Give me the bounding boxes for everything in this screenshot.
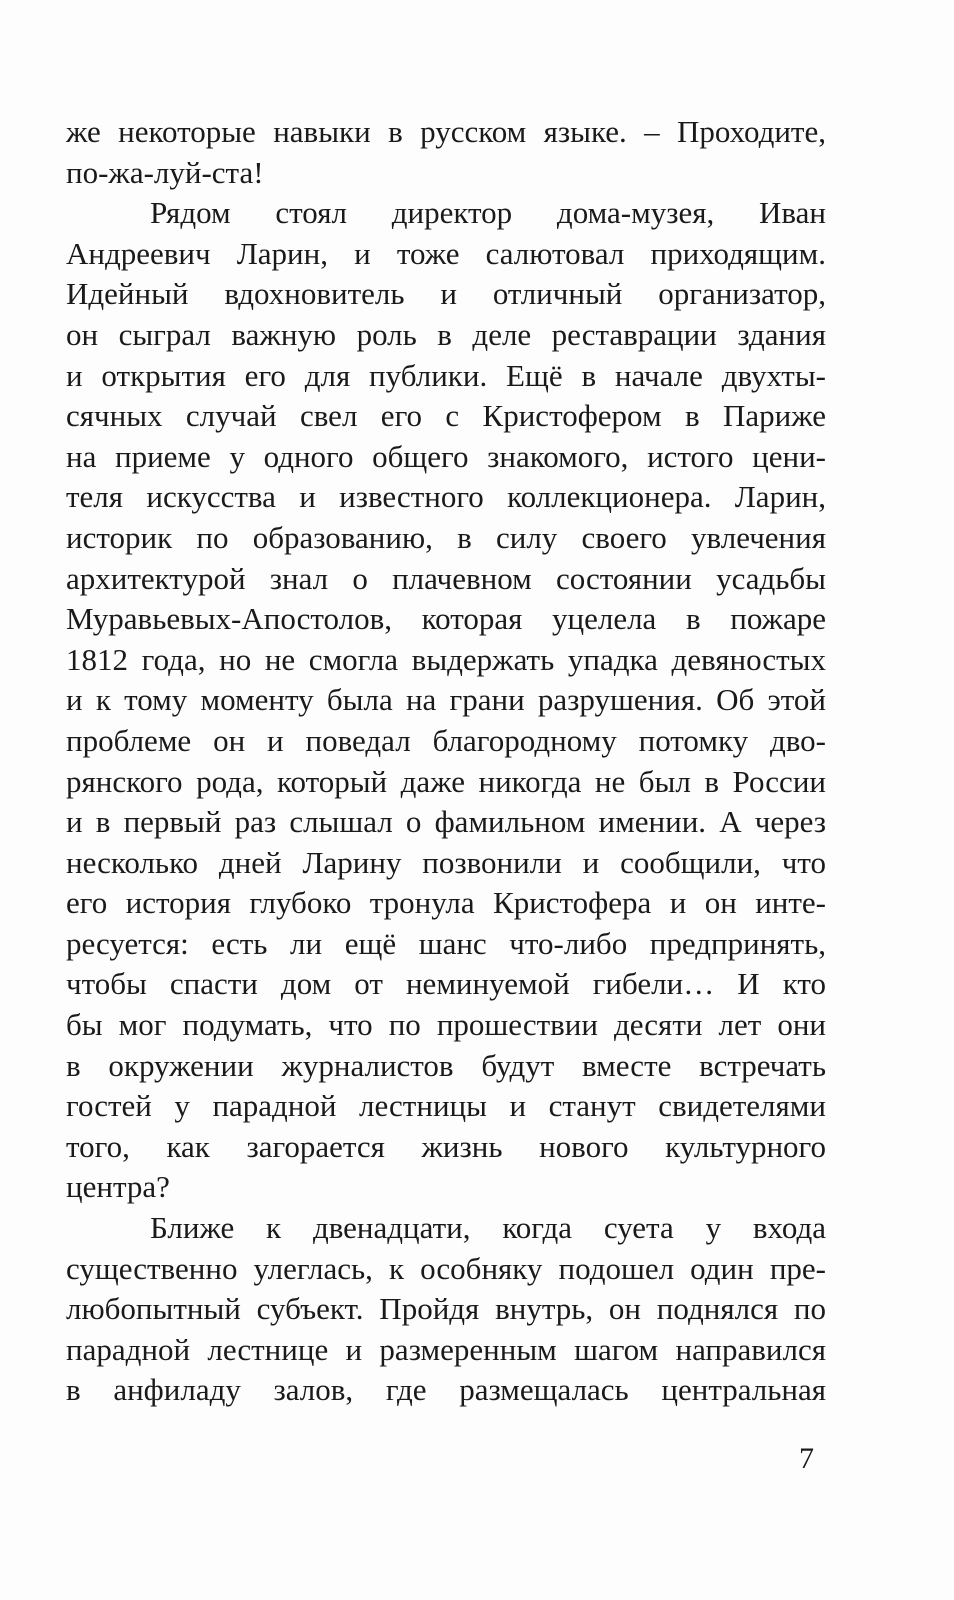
text-line: по-жа-луй-ста! bbox=[66, 154, 264, 190]
text-line: Идейный вдохновитель и отличный организатор, bbox=[66, 276, 826, 312]
text-line: парадной лестнице и размеренным шагом направился bbox=[66, 1331, 826, 1367]
text-line: историк по образованию, в силу своего увлечения bbox=[66, 519, 826, 555]
text-line: и открытия его для публики. Ещё в начале двухты- bbox=[66, 357, 826, 393]
text-line: сячных случай свел его с Кристофером в Париже bbox=[66, 398, 826, 434]
text-line: того, как загорается жизнь нового культурного bbox=[66, 1128, 826, 1164]
text-line: ресуется: есть ли ещё шанс что-либо предпринять, bbox=[66, 925, 826, 961]
text-line: архитектурой знал о плачевном состоянии усадьбы bbox=[66, 560, 826, 596]
text-line: на приеме у одного общего знакомого, истого цени- bbox=[66, 438, 826, 474]
paragraph-3 bbox=[66, 1208, 826, 1411]
text-line: бы мог подумать, что по прошествии десяти лет они bbox=[66, 1007, 826, 1043]
page-number: 7 bbox=[799, 1442, 814, 1475]
text-line: существенно улеглась, к особняку подошел один пре- bbox=[66, 1250, 826, 1286]
paragraph-1 bbox=[66, 112, 826, 193]
text-line: проблеме он и поведал благородному потомку дво- bbox=[66, 722, 826, 758]
paragraph-2 bbox=[66, 193, 826, 1208]
text-line: Муравьевых-Апостолов, которая уцелела в пожаре bbox=[66, 601, 826, 637]
text-line: несколько дней Ларину позвонили и сообщили, что bbox=[66, 844, 826, 880]
body-text bbox=[66, 112, 826, 1411]
text-line: же некоторые навыки в русском языке. – Проходите, bbox=[66, 114, 826, 149]
text-line: рянского рода, который даже никогда не был в России bbox=[66, 763, 826, 799]
text-line: в анфиладу залов, где размещалась центральная bbox=[66, 1372, 826, 1408]
text-line: любопытный субъект. Пройдя внутрь, он поднялся по bbox=[66, 1291, 826, 1327]
text-line: он сыграл важную роль в деле реставрации здания bbox=[66, 316, 826, 352]
text-line: теля искусства и известного коллекционера. Ларин, bbox=[66, 479, 826, 515]
text-line: Ближе к двенадцати, когда суета у входа bbox=[150, 1210, 826, 1246]
text-line: 1812 года, но не смогла выдержать упадка девяностых bbox=[66, 641, 826, 677]
text-line: его история глубоко тронула Кристофера и он инте- bbox=[66, 885, 826, 921]
text-line: Андреевич Ларин, и тоже салютовал приходящим. bbox=[66, 235, 826, 271]
text-line: в окружении журналистов будут вместе встречать bbox=[66, 1047, 826, 1083]
text-line: гостей у парадной лестницы и станут свидетелями bbox=[66, 1088, 826, 1124]
text-line: и в первый раз слышал о фамильном имении. А через bbox=[66, 804, 826, 840]
text-line: центра? bbox=[66, 1169, 170, 1205]
text-line: Рядом стоял директор дома-музея, Иван bbox=[150, 195, 826, 231]
text-line: чтобы спасти дом от неминуемой гибели… И кто bbox=[66, 966, 826, 1002]
text-line: и к тому моменту была на грани разрушения. Об этой bbox=[66, 682, 826, 718]
